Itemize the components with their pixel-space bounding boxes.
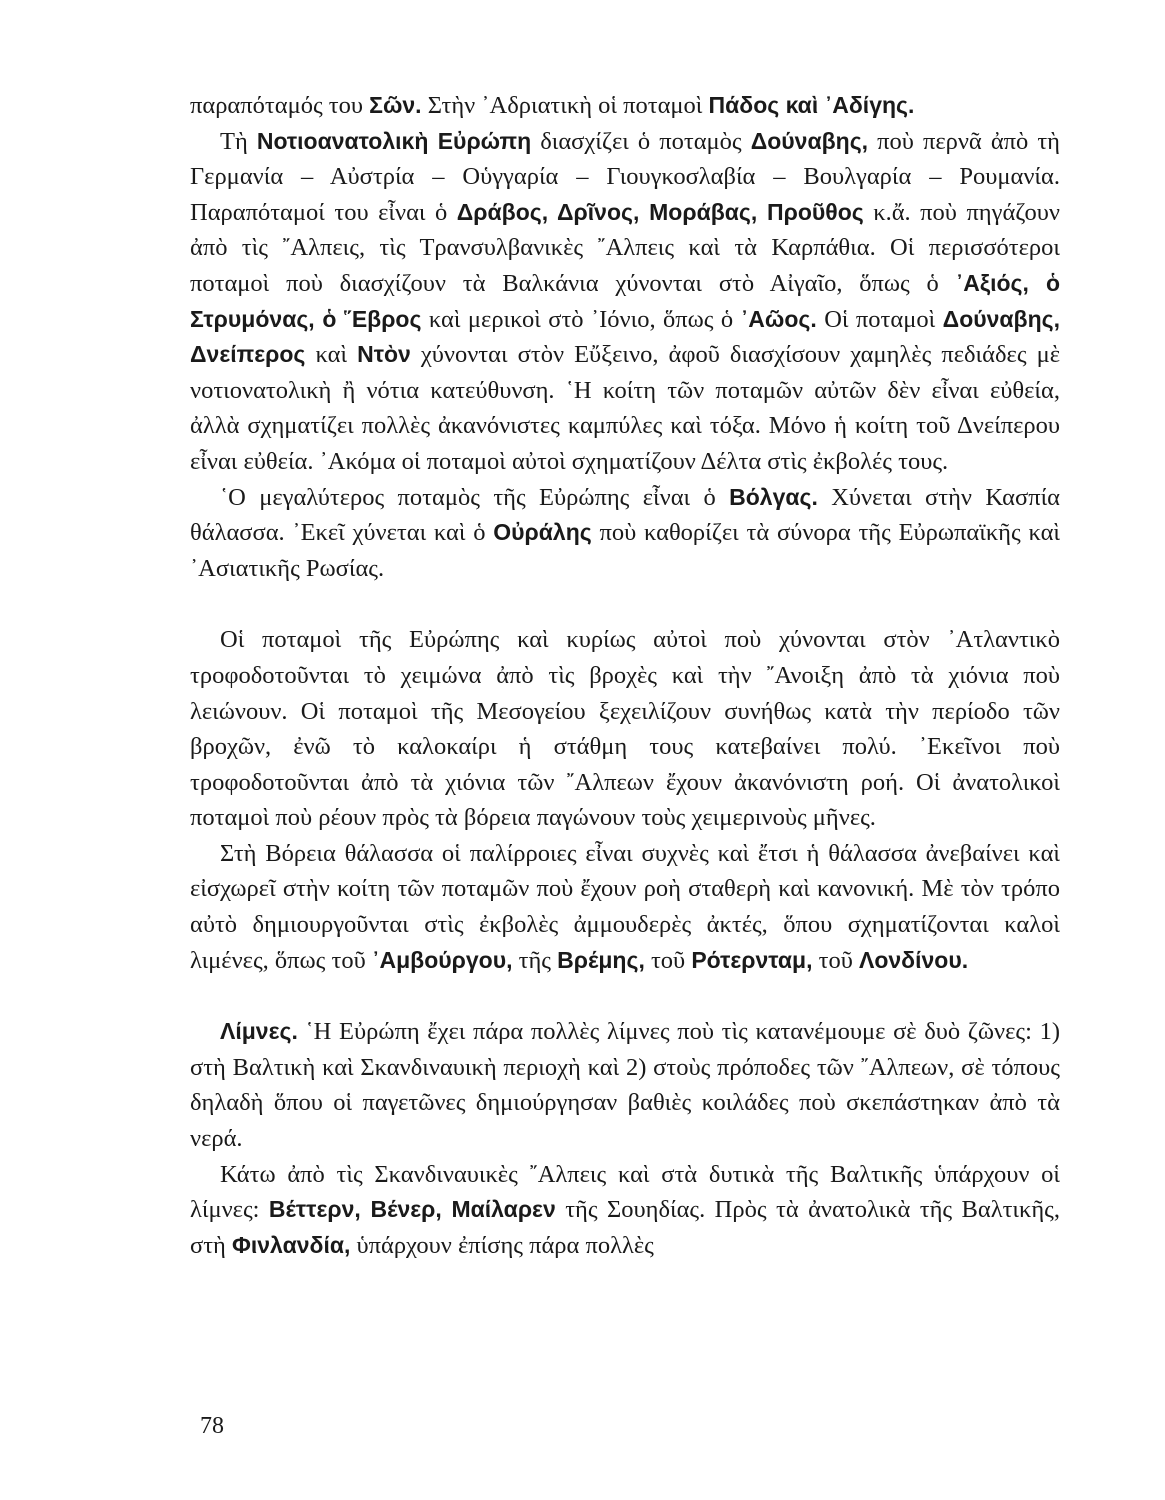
bold-term: Βόλγας. xyxy=(729,483,818,510)
page-number: 78 xyxy=(200,1413,224,1439)
text-run: ὑπάρχουν ἐπίσης πάρα πολλὲς xyxy=(350,1231,654,1259)
bold-term: ᾿Αξιός, ὁ Στρυμόνας, ὁ ῞Εβρος xyxy=(190,269,1060,332)
text-run: τῆς xyxy=(512,946,558,974)
paragraph xyxy=(190,88,1060,124)
bold-term: Φινλανδία, xyxy=(232,1231,351,1258)
paragraph xyxy=(190,622,1060,836)
text-run: ῾Η Εὐρώπη ἔχει πάρα πολλὲς λίμνες ποὺ τὶς κατανέμουμε σὲ δυὸ ζῶνες: 1) στὴ Βαλτικὴ καὶ Σκανδιναυικὴ περιοχὴ καὶ 2) στοὺς πρόποδες τῶν ῎Αλπεων, σὲ τόπους δηλαδὴ ὅπου οἱ παγετῶνες δημιούργησαν βαθιὲς κοιλάδες ποὺ σκεπάστηκαν ἀπὸ τὰ νερά. xyxy=(190,1018,1060,1153)
bold-term: Λίμνες. xyxy=(220,1018,298,1045)
text-run: κ.ἄ. ποὺ πηγάζουν ἀπὸ τὶς ῎Αλπεις, τὶς Τρανσυλβανικὲς ῎Αλπεις καὶ τὰ Καρπάθια. Οἱ περισσότεροι ποταμοὶ ποὺ διασχίζουν τὰ Βαλκάνια χύνονται στὸ Αἰγαῖο, ὅπως ὁ xyxy=(190,198,1060,297)
text-run: Κάτω ἀπὸ τὶς Σκανδιναυικὲς ῎Αλπεις καὶ στὰ δυτικὰ τῆς Βαλτικῆς ὑπάρχουν οἱ λίμνες: xyxy=(190,1160,1060,1224)
text-run: τοῦ xyxy=(812,946,859,974)
bold-term: ᾿Αῶος. xyxy=(740,305,817,332)
text-run: Χύνεται στὴν Κασπία θάλασσα. ᾿Εκεῖ χύνεται καὶ ὁ xyxy=(190,483,1060,547)
paragraph xyxy=(190,124,1060,480)
text-run: καὶ μερικοὶ στὸ ᾿Ιόνιο, ὅπως ὁ xyxy=(421,305,741,333)
text-run: χύνονται στὸν Εὔξεινο, ἀφοῦ διασχίσουν χαμηλὲς πεδιάδες μὲ νοτιονατολικὴ ἢ νότια κατεύθυνση. ῾Η κοίτη τῶν ποταμῶν αὐτῶν δὲν εἶναι εὐθεία, ἀλλὰ σχηματίζει πολλὲς ἀκανόνιστες καμπύλες καὶ τόξα. Μόνο ἡ κοίτη τοῦ Δνείπερου εἶναι εὐθεία. ᾿Ακόμα οἱ ποταμοὶ αὐτοὶ σχηματίζουν Δέλτα στὶς ἐκβολές τους. xyxy=(190,341,1061,475)
bold-term: Δράβος, Δρῖνος, Μοράβας, Προῦθος xyxy=(456,198,864,225)
bold-term: Σῶν. xyxy=(369,92,422,118)
paragraph xyxy=(190,1014,1060,1156)
text-run: παραπόταμός του xyxy=(190,92,370,119)
body-text xyxy=(190,88,1060,1263)
bold-term: Νοτιοανατολικὴ Εὐρώπη xyxy=(256,127,532,154)
text-run: Οἱ ποταμοὶ τῆς Εὐρώπης καὶ κυρίως αὐτοὶ ποὺ χύνονται στὸν ᾿Ατλαντικὸ τροφοδοτοῦνται τὸ χειμώνα ἀπὸ τὶς βροχὲς καὶ τὴν ῎Ανοιξη ἀπὸ τὰ χιόνια ποὺ λειώνουν. Οἱ ποταμοὶ τῆς Μεσογείου ξεχειλίζουν συνήθως κατὰ τὴν περίοδο τῶν βροχῶν, ἐνῶ τὸ καλοκαίρι ἡ στάθμη τους κατεβαίνει πολύ. ᾿Εκεῖνοι ποὺ τροφοδοτοῦνται ἀπὸ τὰ χιόνια τῶν ῎Αλπεων ἔχουν ἀκανόνιστη ροή. Οἱ ἀνατολικοὶ ποταμοὶ ποὺ ρέουν πρὸς τὰ βόρεια παγώνουν τοὺς χειμερινοὺς μῆνες. xyxy=(190,626,1060,832)
text-run: τοῦ xyxy=(644,946,692,974)
text-run: τῆς Σουηδίας. Πρὸς τὰ ἀνατολικὰ τῆς Βαλτικῆς, στὴ xyxy=(190,1196,1061,1259)
bold-term: Οὐράλης xyxy=(493,519,592,546)
text-run: Στὴν ᾿Αδριατικὴ οἱ ποταμοὶ xyxy=(421,92,709,119)
bold-term: Δούναβης, Δνείπερος xyxy=(190,305,1060,368)
paragraph xyxy=(190,836,1060,978)
bold-term: Βρέμης, xyxy=(557,946,645,973)
bold-term: Ντὸν xyxy=(357,341,411,368)
paragraph xyxy=(190,1157,1060,1264)
paragraph xyxy=(190,480,1060,587)
text-run: Οἱ ποταμοὶ xyxy=(816,305,943,333)
bold-term: Βέττερν, Βένερ, Μαίλαρεν xyxy=(268,1196,556,1223)
text-run: διασχίζει ὁ ποταμὸς xyxy=(531,127,751,155)
text-run: ῾Ο μεγαλύτερος ποταμὸς τῆς Εὐρώπης εἶναι ὁ xyxy=(220,483,730,511)
text-run: Τὴ xyxy=(220,127,257,155)
text-run: Στὴ Βόρεια θάλασσα οἱ παλίρροιες εἶναι συχνὲς καὶ ἔτσι ἡ θάλασσα ἀνεβαίνει καὶ εἰσχωρεῖ στὴν κοίτη τῶν ποταμῶν ποὺ ἔχουν ροὴ σταθερὴ καὶ κανονική. Μὲ τὸν τρόπο αὐτὸ δημιουργοῦνται στὶς ἐκβολὲς ἀμμουδερὲς ἀκτές, ὅπου σχηματίζονται καλοὶ λιμένες, ὅπως τοῦ xyxy=(190,839,1060,974)
text-run: ποὺ καθορίζει τὰ σύνορα τῆς Εὐρωπαϊκῆς καὶ ᾿Ασιατικῆς Ρωσίας. xyxy=(190,519,1060,582)
text-run: ποὺ περνᾶ ἀπὸ τὴ Γερμανία – Αὐστρία – Οὑγγαρία – Γιουγκοσλαβία – Βουλγαρία – Ρουμανία. Παραπόταμοί του εἶναι ὁ xyxy=(190,127,1060,226)
bold-term: ᾿Αμβούργου, xyxy=(371,946,513,973)
text-run: καὶ xyxy=(305,341,358,369)
bold-term: Δούναβης, xyxy=(750,127,869,154)
bold-term: Πάδος καὶ ᾿Αδίγης. xyxy=(708,92,915,118)
bold-term: Ρότερνταμ, xyxy=(691,946,813,973)
bold-term: Λονδίνου. xyxy=(858,946,969,973)
